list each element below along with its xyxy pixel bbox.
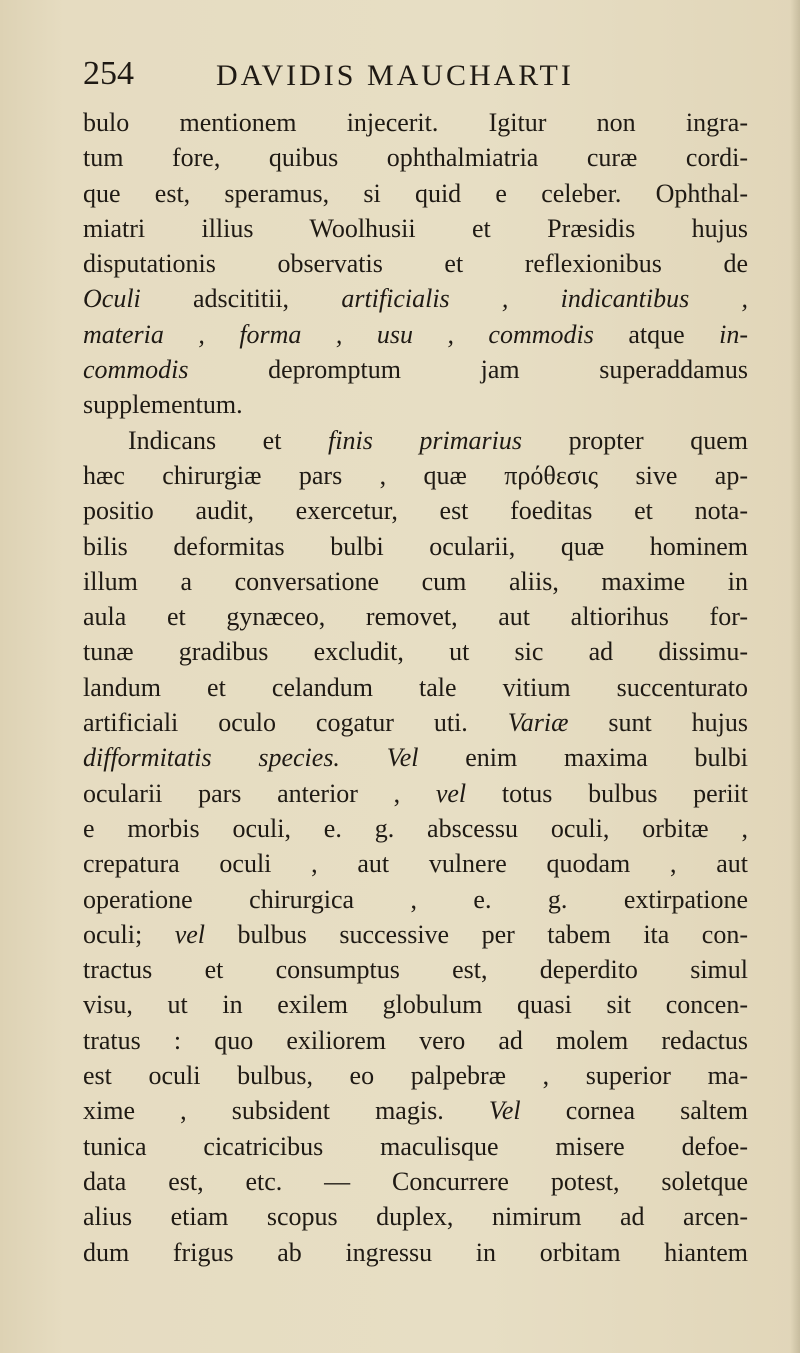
- text-line: commodis depromptum jam superaddamus: [83, 355, 748, 385]
- italic-phrase: vel: [435, 778, 467, 808]
- text-line: tunæ gradibus excludit, ut sic ad dissimu-: [83, 637, 748, 667]
- text-line: supplementum.: [83, 390, 243, 420]
- text-line: ocularii pars anterior , vel totus bulbus periit: [83, 778, 749, 808]
- italic-phrase: artificialis , indicantibus ,: [341, 284, 748, 314]
- text-line: xime , subsident magis. Vel cornea saltem: [83, 1096, 748, 1126]
- page-header: [83, 50, 743, 100]
- text-line: visu, ut in exilem globulum quasi sit concen-: [83, 990, 748, 1020]
- body-text: [83, 105, 748, 1270]
- text-line: data est, etc. — Concurrere potest, soletque: [83, 1166, 748, 1196]
- italic-phrase: commodis: [83, 355, 189, 385]
- running-head: DAVIDIS MAUCHARTI: [216, 59, 574, 92]
- text-line: difformitatis species. Vel enim maxima bulbi: [83, 743, 748, 773]
- page-number: 254: [83, 55, 134, 92]
- italic-phrase: difformitatis species.: [83, 743, 340, 773]
- text-line: miatri illius Woolhusii et Præsidis hujus: [83, 213, 748, 243]
- italic-phrase: Vel: [386, 743, 419, 773]
- text-line: Indicans et finis primarius propter quem: [128, 425, 749, 455]
- page-edge-shadow: [790, 0, 800, 1353]
- italic-phrase: Variæ: [507, 708, 569, 738]
- text-line: positio audit, exercetur, est foeditas et nota-: [83, 496, 748, 526]
- text-line: crepatura oculi , aut vulnere quodam , aut: [83, 849, 748, 879]
- text-line: tum fore, quibus ophthalmiatria curæ cordi-: [83, 143, 748, 173]
- text-line: hæc chirurgiæ pars , quæ πρόθεσις sive ap-: [83, 460, 748, 490]
- text-line: operatione chirurgica , e. g. extirpatione: [83, 884, 748, 914]
- text-line: oculi; vel bulbus successive per tabem ita con-: [83, 919, 748, 949]
- text-line: alius etiam scopus duplex, nimirum ad arcen-: [83, 1202, 748, 1232]
- text-line: aula et gynæceo, removet, aut altiorihus for-: [83, 602, 748, 632]
- text-line: tractus et consumptus est, deperdito simul: [83, 955, 748, 985]
- italic-phrase: finis primarius: [328, 425, 522, 455]
- text-line: materia , forma , usu , commodis atque in-: [83, 319, 748, 349]
- text-line: tratus : quo exiliorem vero ad molem redactus: [83, 1025, 748, 1055]
- italic-phrase: vel: [174, 919, 206, 949]
- text-line: tunica cicatricibus maculisque misere defoe-: [83, 1131, 748, 1161]
- text-line: artificiali oculo cogatur uti. Variæ sunt hujus: [83, 708, 748, 738]
- text-line: e morbis oculi, e. g. abscessu oculi, orbitæ ,: [83, 813, 748, 843]
- italic-phrase: Oculi: [83, 284, 141, 314]
- text-line: landum et celandum tale vitium succenturato: [83, 672, 748, 702]
- italic-phrase: Vel: [488, 1096, 521, 1126]
- italic-phrase: in-: [719, 319, 748, 349]
- text-line: dum frigus ab ingressu in orbitam hiantem: [83, 1237, 748, 1267]
- text-line: que est, speramus, si quid e celeber. Ophthal-: [83, 178, 748, 208]
- text-line: Oculi adscititii, artificialis , indicantibus ,: [83, 284, 748, 314]
- text-line: illum a conversatione cum aliis, maxime in: [83, 566, 748, 596]
- italic-phrase: materia , forma , usu , commodis: [83, 319, 594, 349]
- text-line: bulo mentionem injecerit. Igitur non ingra-: [83, 108, 748, 137]
- text-line: est oculi bulbus, eo palpebræ , superior ma-: [83, 1061, 748, 1091]
- text-line: bilis deformitas bulbi ocularii, quæ hominem: [83, 531, 748, 561]
- text-line: disputationis observatis et reflexionibus de: [83, 249, 748, 279]
